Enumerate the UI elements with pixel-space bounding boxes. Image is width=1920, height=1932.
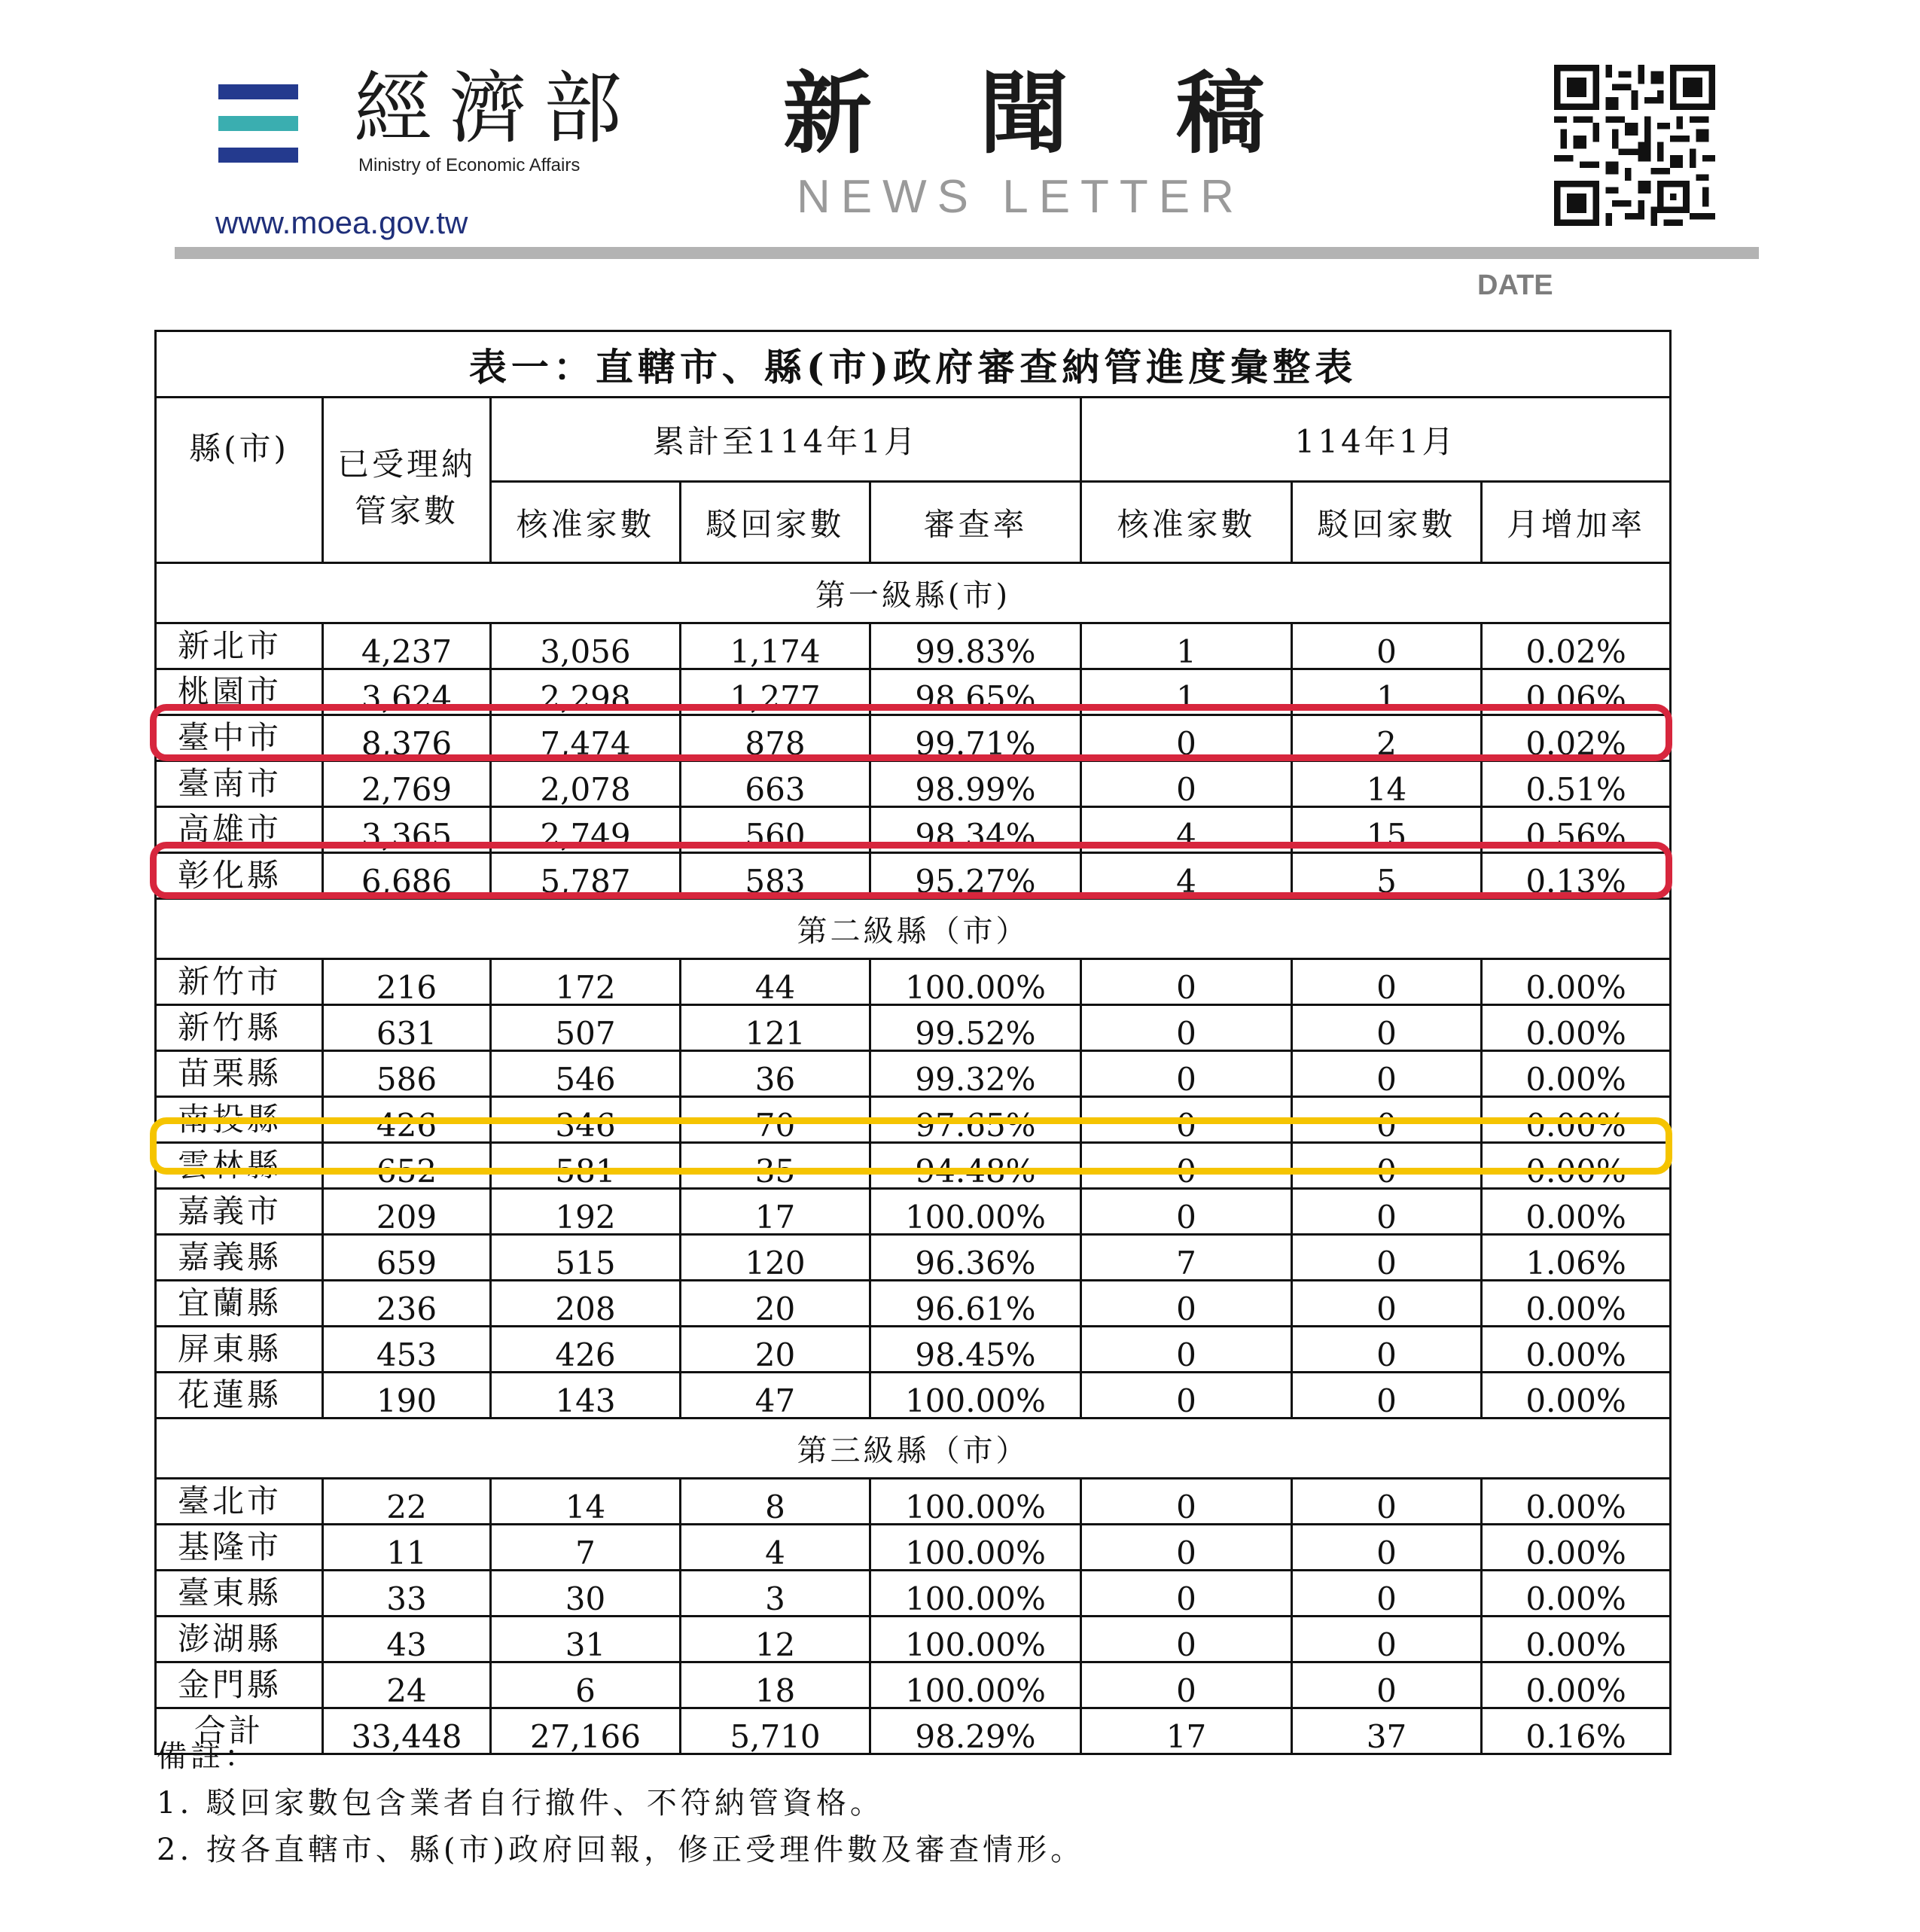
monthly-increase-cell: 0.00% xyxy=(1482,1097,1671,1143)
table-row xyxy=(156,1571,1671,1617)
county-name-cell: 苗栗縣 xyxy=(156,1051,323,1097)
review-rate-cell: 94.48% xyxy=(870,1143,1081,1189)
review-rate-cell: 98.29% xyxy=(870,1708,1081,1754)
monthly-increase-cell: 0.56% xyxy=(1482,807,1671,853)
ministry-name-chinese: 經濟部 xyxy=(354,62,639,154)
accepted-count-cell: 6,686 xyxy=(323,853,491,899)
monthly-increase-cell: 0.00% xyxy=(1482,1005,1671,1051)
rejected-count-cell: 17 xyxy=(681,1189,870,1235)
rejected-count-cell: 20 xyxy=(681,1281,870,1327)
approved-count-cell: 426 xyxy=(491,1327,681,1373)
accepted-count-cell: 43 xyxy=(323,1617,491,1662)
rejected-count-cell: 5,710 xyxy=(681,1708,870,1754)
approved-count-cell: 31 xyxy=(491,1617,681,1662)
accepted-count-cell: 4,237 xyxy=(323,623,491,669)
county-name-cell: 新竹市 xyxy=(156,959,323,1005)
month-approved-cell: 0 xyxy=(1081,1525,1292,1571)
review-rate-cell: 100.00% xyxy=(870,1662,1081,1708)
approved-count-cell: 7 xyxy=(491,1525,681,1571)
month-approved-cell: 0 xyxy=(1081,1143,1292,1189)
title-char: 新 xyxy=(783,62,873,166)
review-rate-cell: 100.00% xyxy=(870,959,1081,1005)
review-rate-cell: 97.65% xyxy=(870,1097,1081,1143)
county-name-cell: 澎湖縣 xyxy=(156,1617,323,1662)
month-rejected-cell: 0 xyxy=(1292,1051,1482,1097)
rejected-count-cell: 3 xyxy=(681,1571,870,1617)
county-name-cell: 臺東縣 xyxy=(156,1571,323,1617)
county-name-cell: 高雄市 xyxy=(156,807,323,853)
month-rejected-header: 駁回家數 xyxy=(1292,482,1482,563)
accepted-count-cell: 209 xyxy=(323,1189,491,1235)
review-rate-cell: 99.52% xyxy=(870,1005,1081,1051)
month-approved-cell: 0 xyxy=(1081,1097,1292,1143)
county-name-cell: 宜蘭縣 xyxy=(156,1281,323,1327)
month-approved-cell: 0 xyxy=(1081,1617,1292,1662)
table-row xyxy=(156,1281,1671,1327)
table-row xyxy=(156,807,1671,853)
review-rate-cell: 100.00% xyxy=(870,1525,1081,1571)
month-approved-cell: 4 xyxy=(1081,807,1292,853)
month-rejected-cell: 2 xyxy=(1292,715,1482,761)
group-label: 第一級縣(市) xyxy=(156,563,1671,623)
monthly-increase-header: 月增加率 xyxy=(1482,482,1671,563)
group-label: 第二級縣（市） xyxy=(156,899,1671,959)
month-rejected-cell: 0 xyxy=(1292,1235,1482,1281)
monthly-increase-cell: 0.00% xyxy=(1482,1143,1671,1189)
accepted-count-cell: 22 xyxy=(323,1479,491,1525)
month-rejected-cell: 0 xyxy=(1292,1189,1482,1235)
accepted-count-cell: 190 xyxy=(323,1373,491,1419)
table-row xyxy=(156,1662,1671,1708)
month-rejected-cell: 0 xyxy=(1292,1097,1482,1143)
rejected-count-cell: 70 xyxy=(681,1097,870,1143)
group-row xyxy=(156,899,1671,959)
month-approved-cell: 0 xyxy=(1081,715,1292,761)
review-rate-cell: 99.32% xyxy=(870,1051,1081,1097)
ministry-logo xyxy=(218,84,298,163)
table-row xyxy=(156,1097,1671,1143)
month-rejected-cell: 0 xyxy=(1292,1617,1482,1662)
approved-count-cell: 27,166 xyxy=(491,1708,681,1754)
accepted-count-cell: 453 xyxy=(323,1327,491,1373)
table-row xyxy=(156,1525,1671,1571)
accepted-count-header xyxy=(323,398,491,563)
review-rate-cell: 99.71% xyxy=(870,715,1081,761)
rejected-count-cell: 4 xyxy=(681,1525,870,1571)
rejected-count-cell: 36 xyxy=(681,1051,870,1097)
month-approved-header: 核准家數 xyxy=(1081,482,1292,563)
month-approved-cell: 0 xyxy=(1081,761,1292,807)
approved-count-cell: 14 xyxy=(491,1479,681,1525)
monthly-increase-cell: 0.02% xyxy=(1482,623,1671,669)
monthly-increase-cell: 0.00% xyxy=(1482,1281,1671,1327)
review-rate-cell: 100.00% xyxy=(870,1373,1081,1419)
month-rejected-cell: 0 xyxy=(1292,623,1482,669)
accepted-count-cell: 3,624 xyxy=(323,669,491,715)
county-name-cell: 臺中市 xyxy=(156,715,323,761)
rejected-count-cell: 44 xyxy=(681,959,870,1005)
month-rejected-cell: 37 xyxy=(1292,1708,1482,1754)
table-row xyxy=(156,1479,1671,1525)
accepted-count-cell: 236 xyxy=(323,1281,491,1327)
accepted-count-cell: 11 xyxy=(323,1525,491,1571)
accepted-header-line1: 已受理納 xyxy=(337,445,476,483)
monthly-increase-cell: 0.06% xyxy=(1482,669,1671,715)
news-letter-subtitle: NEWS LETTER xyxy=(797,171,1245,223)
month-approved-cell: 0 xyxy=(1081,959,1292,1005)
monthly-increase-cell: 0.00% xyxy=(1482,1189,1671,1235)
monthly-increase-cell: 0.13% xyxy=(1482,853,1671,899)
monthly-increase-cell: 0.00% xyxy=(1482,1051,1671,1097)
rejected-count-cell: 20 xyxy=(681,1327,870,1373)
county-header: 縣(市) xyxy=(156,398,323,563)
approved-count-cell: 143 xyxy=(491,1373,681,1419)
accepted-header-line2: 管家數 xyxy=(354,492,459,529)
monthly-increase-cell: 0.02% xyxy=(1482,715,1671,761)
table-row xyxy=(156,761,1671,807)
rejected-count-cell: 583 xyxy=(681,853,870,899)
monthly-increase-cell: 0.51% xyxy=(1482,761,1671,807)
approved-count-cell: 515 xyxy=(491,1235,681,1281)
month-approved-cell: 1 xyxy=(1081,623,1292,669)
table-row xyxy=(156,1005,1671,1051)
county-name-cell: 屏東縣 xyxy=(156,1327,323,1373)
rejected-count-cell: 663 xyxy=(681,761,870,807)
review-rate-header: 審查率 xyxy=(870,482,1081,563)
news-letter-title xyxy=(783,62,1265,166)
review-progress-table xyxy=(154,330,1672,1755)
table-row xyxy=(156,853,1671,899)
rejected-count-cell: 12 xyxy=(681,1617,870,1662)
date-label: DATE xyxy=(1477,270,1553,301)
table-row xyxy=(156,1051,1671,1097)
table-row xyxy=(156,1235,1671,1281)
month-approved-cell: 0 xyxy=(1081,1662,1292,1708)
table-row xyxy=(156,959,1671,1005)
month-rejected-cell: 15 xyxy=(1292,807,1482,853)
month-rejected-cell: 0 xyxy=(1292,1662,1482,1708)
month-rejected-cell: 14 xyxy=(1292,761,1482,807)
accepted-count-cell: 631 xyxy=(323,1005,491,1051)
county-name-cell: 新北市 xyxy=(156,623,323,669)
county-name-cell: 南投縣 xyxy=(156,1097,323,1143)
review-rate-cell: 98.34% xyxy=(870,807,1081,853)
month-rejected-cell: 5 xyxy=(1292,853,1482,899)
approved-count-cell: 3,056 xyxy=(491,623,681,669)
accepted-count-cell: 2,769 xyxy=(323,761,491,807)
month-rejected-cell: 0 xyxy=(1292,1281,1482,1327)
month-rejected-cell: 0 xyxy=(1292,1327,1482,1373)
approved-count-cell: 2,749 xyxy=(491,807,681,853)
month-rejected-cell: 0 xyxy=(1292,1005,1482,1051)
rejected-count-cell: 560 xyxy=(681,807,870,853)
approved-count-cell: 6 xyxy=(491,1662,681,1708)
rejected-count-cell: 47 xyxy=(681,1373,870,1419)
review-rate-cell: 96.36% xyxy=(870,1235,1081,1281)
notes-section xyxy=(157,1733,1084,1873)
approved-count-cell: 507 xyxy=(491,1005,681,1051)
county-name-cell: 基隆市 xyxy=(156,1525,323,1571)
cumulative-group-header: 累計至114年1月 xyxy=(491,398,1081,482)
county-name-cell: 臺北市 xyxy=(156,1479,323,1525)
review-rate-cell: 95.27% xyxy=(870,853,1081,899)
review-rate-cell: 100.00% xyxy=(870,1479,1081,1525)
table-body xyxy=(156,563,1671,1754)
month-approved-cell: 0 xyxy=(1081,1051,1292,1097)
approved-header: 核准家數 xyxy=(491,482,681,563)
month-rejected-cell: 0 xyxy=(1292,1479,1482,1525)
approved-count-cell: 192 xyxy=(491,1189,681,1235)
approved-count-cell: 5,787 xyxy=(491,853,681,899)
review-rate-cell: 100.00% xyxy=(870,1571,1081,1617)
month-rejected-cell: 0 xyxy=(1292,959,1482,1005)
county-name-cell: 金門縣 xyxy=(156,1662,323,1708)
month-rejected-cell: 1 xyxy=(1292,669,1482,715)
note-item: 2. 按各直轄市、縣(市)政府回報，修正受理件數及審查情形。 xyxy=(157,1833,1085,1867)
month-approved-cell: 0 xyxy=(1081,1327,1292,1373)
accepted-count-cell: 652 xyxy=(323,1143,491,1189)
month-approved-cell: 0 xyxy=(1081,1189,1292,1235)
table-row xyxy=(156,1189,1671,1235)
total-label: 合計 xyxy=(156,1708,323,1754)
accepted-count-cell: 426 xyxy=(323,1097,491,1143)
month-approved-cell: 0 xyxy=(1081,1373,1292,1419)
approved-count-cell: 172 xyxy=(491,959,681,1005)
rejected-count-cell: 120 xyxy=(681,1235,870,1281)
rejected-header: 駁回家數 xyxy=(681,482,870,563)
rejected-count-cell: 8 xyxy=(681,1479,870,1525)
title-char: 稿 xyxy=(1175,62,1265,166)
rejected-count-cell: 18 xyxy=(681,1662,870,1708)
county-name-cell: 雲林縣 xyxy=(156,1143,323,1189)
review-rate-cell: 96.61% xyxy=(870,1281,1081,1327)
approved-count-cell: 346 xyxy=(491,1097,681,1143)
group-row xyxy=(156,1419,1671,1479)
monthly-increase-cell: 0.00% xyxy=(1482,1571,1671,1617)
month-approved-cell: 4 xyxy=(1081,853,1292,899)
review-rate-cell: 99.83% xyxy=(870,623,1081,669)
review-rate-cell: 98.99% xyxy=(870,761,1081,807)
review-rate-cell: 98.65% xyxy=(870,669,1081,715)
qr-code-icon[interactable] xyxy=(1554,65,1715,226)
header-divider xyxy=(175,247,1759,259)
rejected-count-cell: 878 xyxy=(681,715,870,761)
review-rate-cell: 98.45% xyxy=(870,1327,1081,1373)
group-label: 第三級縣（市） xyxy=(156,1419,1671,1479)
approved-count-cell: 208 xyxy=(491,1281,681,1327)
county-name-cell: 嘉義市 xyxy=(156,1189,323,1235)
table-row xyxy=(156,1373,1671,1419)
approved-count-cell: 2,298 xyxy=(491,669,681,715)
month-approved-cell: 0 xyxy=(1081,1005,1292,1051)
accepted-count-cell: 24 xyxy=(323,1662,491,1708)
note-item: 1. 駁回家數包含業者自行撤件、不符納管資格。 xyxy=(157,1786,884,1821)
accepted-count-cell: 8,376 xyxy=(323,715,491,761)
month-approved-cell: 0 xyxy=(1081,1571,1292,1617)
table-row xyxy=(156,715,1671,761)
website-url[interactable]: www.moea.gov.tw xyxy=(215,205,468,240)
table-row xyxy=(156,623,1671,669)
county-name-cell: 花蓮縣 xyxy=(156,1373,323,1419)
review-rate-cell: 100.00% xyxy=(870,1189,1081,1235)
review-rate-cell: 100.00% xyxy=(870,1617,1081,1662)
monthly-increase-cell: 0.00% xyxy=(1482,1327,1671,1373)
table-row xyxy=(156,1617,1671,1662)
approved-count-cell: 581 xyxy=(491,1143,681,1189)
county-name-cell: 桃園市 xyxy=(156,669,323,715)
month-approved-cell: 0 xyxy=(1081,1479,1292,1525)
approved-count-cell: 2,078 xyxy=(491,761,681,807)
accepted-count-cell: 216 xyxy=(323,959,491,1005)
monthly-increase-cell: 0.00% xyxy=(1482,1525,1671,1571)
table-row xyxy=(156,669,1671,715)
county-name-cell: 臺南市 xyxy=(156,761,323,807)
accepted-count-cell: 33,448 xyxy=(323,1708,491,1754)
monthly-increase-cell: 0.16% xyxy=(1482,1708,1671,1754)
accepted-count-cell: 586 xyxy=(323,1051,491,1097)
approved-count-cell: 546 xyxy=(491,1051,681,1097)
table-row xyxy=(156,1143,1671,1189)
county-name-cell: 彰化縣 xyxy=(156,853,323,899)
month-approved-cell: 0 xyxy=(1081,1281,1292,1327)
month-approved-cell: 17 xyxy=(1081,1708,1292,1754)
monthly-increase-cell: 0.00% xyxy=(1482,1373,1671,1419)
county-name-cell: 新竹縣 xyxy=(156,1005,323,1051)
monthly-increase-cell: 1.06% xyxy=(1482,1235,1671,1281)
accepted-count-cell: 33 xyxy=(323,1571,491,1617)
monthly-increase-cell: 0.00% xyxy=(1482,959,1671,1005)
monthly-increase-cell: 0.00% xyxy=(1482,1479,1671,1525)
notes-heading: 備註： xyxy=(157,1739,258,1774)
month-rejected-cell: 0 xyxy=(1292,1143,1482,1189)
month-group-header: 114年1月 xyxy=(1081,398,1671,482)
monthly-increase-cell: 0.00% xyxy=(1482,1662,1671,1708)
ministry-name-english: Ministry of Economic Affairs xyxy=(358,155,581,175)
table-row xyxy=(156,1327,1671,1373)
rejected-count-cell: 1,174 xyxy=(681,623,870,669)
month-approved-cell: 7 xyxy=(1081,1235,1292,1281)
group-row xyxy=(156,563,1671,623)
approved-count-cell: 7,474 xyxy=(491,715,681,761)
month-rejected-cell: 0 xyxy=(1292,1525,1482,1571)
title-char: 聞 xyxy=(979,62,1068,166)
month-rejected-cell: 0 xyxy=(1292,1571,1482,1617)
rejected-count-cell: 1,277 xyxy=(681,669,870,715)
rejected-count-cell: 35 xyxy=(681,1143,870,1189)
approved-count-cell: 30 xyxy=(491,1571,681,1617)
month-approved-cell: 1 xyxy=(1081,669,1292,715)
accepted-count-cell: 659 xyxy=(323,1235,491,1281)
monthly-increase-cell: 0.00% xyxy=(1482,1617,1671,1662)
table-title: 表一：直轄市、縣(市)政府審查納管進度彙整表 xyxy=(156,331,1671,398)
county-name-cell: 嘉義縣 xyxy=(156,1235,323,1281)
rejected-count-cell: 121 xyxy=(681,1005,870,1051)
accepted-count-cell: 3,365 xyxy=(323,807,491,853)
month-rejected-cell: 0 xyxy=(1292,1373,1482,1419)
